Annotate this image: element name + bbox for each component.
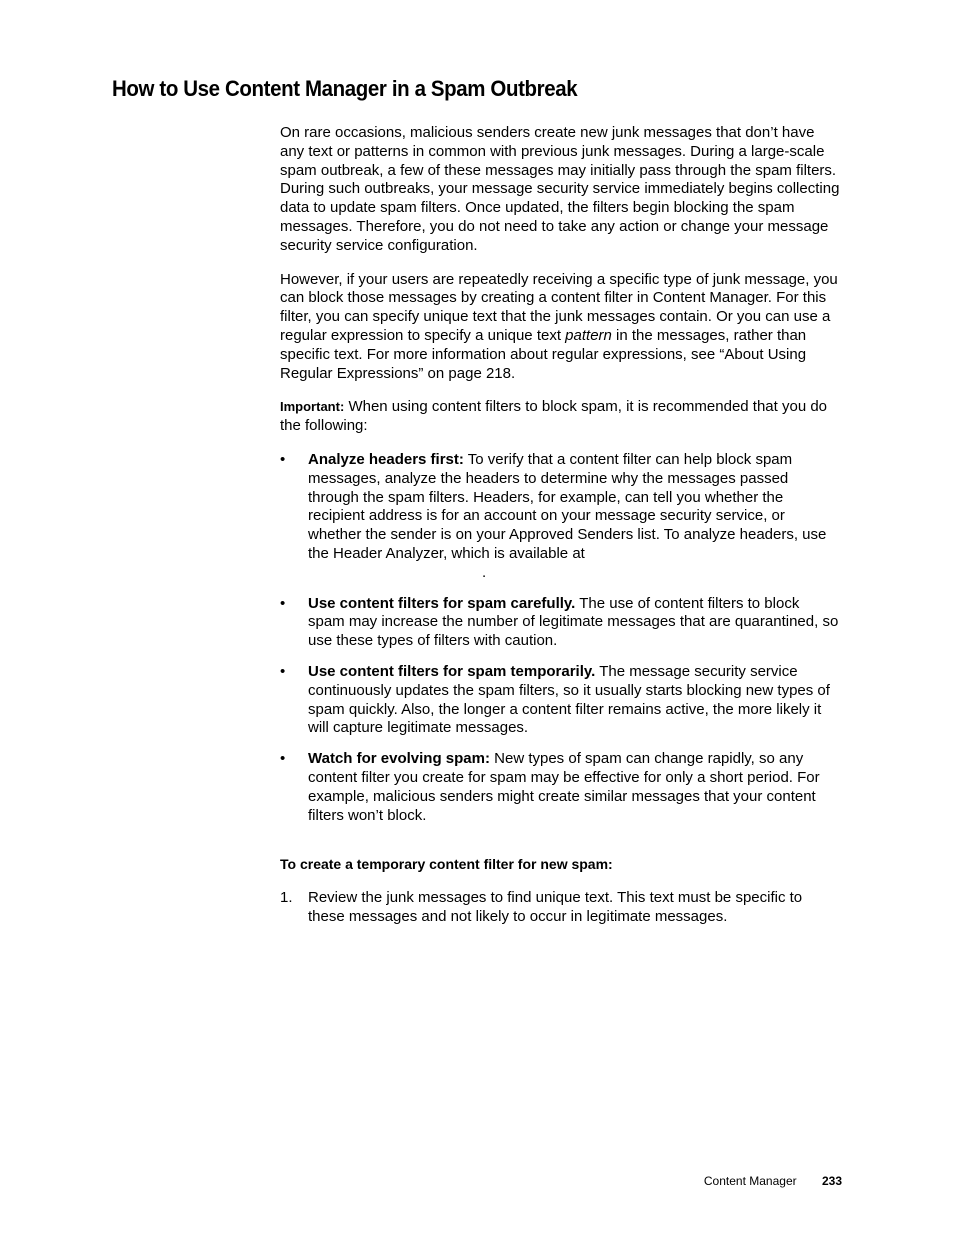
page-footer — [704, 1174, 842, 1188]
list-item — [280, 663, 840, 738]
bullet-icon: • — [280, 594, 286, 612]
body-column — [280, 124, 840, 927]
footer-section-title: Content Manager — [703, 1174, 797, 1188]
page-title: How to Use Content Manager in a Spam Outbreak — [112, 76, 578, 101]
block-messages-paragraph — [280, 271, 840, 384]
step-text: Review the junk messages to find unique text. This text must be specific to these messages and not likely to occur in legitimate messages. — [308, 889, 803, 925]
bullet-heading: Analyze headers first: — [308, 450, 464, 468]
bullet-text: New types of spam can change rapidly, so any content filter you create for spam may be effective for only a short period. For example, malicious senders might create similar messages that your content filters won’t block. — [308, 750, 820, 824]
important-label: Important: — [280, 399, 345, 415]
important-text: When using content filters to block spam, it is recommended that you do the following: — [280, 398, 828, 435]
bullet-icon: • — [280, 750, 286, 768]
paragraph-text: However, if your users are repeatedly receiving a specific type of junk message, you can block those messages by creating a content filter in Content Manager. For this filter, you can specify unique text that the junk messages contain. Or you can use a regular expression to specify a unique text — [280, 270, 838, 344]
procedure-steps — [280, 889, 840, 927]
paragraph-text: in the messages, rather than specific text. For more information about regular expressions, see “About Using Regular Expressions” on page 218. — [280, 326, 807, 382]
step-number: 1. — [280, 889, 293, 907]
bullet-icon: • — [280, 662, 286, 680]
list-item — [280, 750, 840, 825]
important-note — [280, 398, 840, 436]
bullet-text: The use of content filters to block spam may increase the number of legitimate messages that are quarantined, so use these types of filters with caution. — [308, 594, 839, 650]
recommendations-list — [280, 451, 840, 825]
bullet-icon: • — [280, 450, 286, 468]
bullet-heading: Watch for evolving spam: — [308, 750, 490, 768]
bullet-heading: Use content filters for spam carefully. — [308, 594, 576, 612]
page-number: 233 — [821, 1174, 842, 1188]
bullet-text: To verify that a content filter can help block spam messages, analyze the headers to determine why the messages passed through the spam filters. Headers, for example, can tell you whether the recipient address is for an account on your message security service, or whether the sender is on your Approved Senders list. To analyze headers, use the Header Analyzer, which is available at — [308, 450, 827, 562]
procedure-step — [280, 889, 840, 927]
list-item — [280, 595, 840, 651]
header-analyzer-link-line: . — [482, 563, 487, 581]
bullet-text: The message security service continuously updates the spam filters, so it usually starts blocking new types of spam quickly. Also, the longer a content filter remains active, the more likely it will capture legitimate messages. — [308, 662, 830, 737]
bullet-heading: Use content filters for spam temporarily. — [308, 662, 596, 680]
procedure-heading: To create a temporary content filter for new spam: — [280, 856, 613, 873]
list-item — [280, 451, 840, 583]
intro-paragraph: On rare occasions, malicious senders create new junk messages that don’t have any text or patterns in common with previous junk messages. During a large-scale spam outbreak, a few of these messages may initially pass through the spam filters. During such outbreaks, your message security service immediately begins collecting data to update spam filters. Once updated, the filters begin blocking the spam messages. Therefore, you do not need to take any action or change your message security service configuration. — [280, 124, 840, 254]
pattern-emphasis: pattern — [565, 326, 612, 344]
